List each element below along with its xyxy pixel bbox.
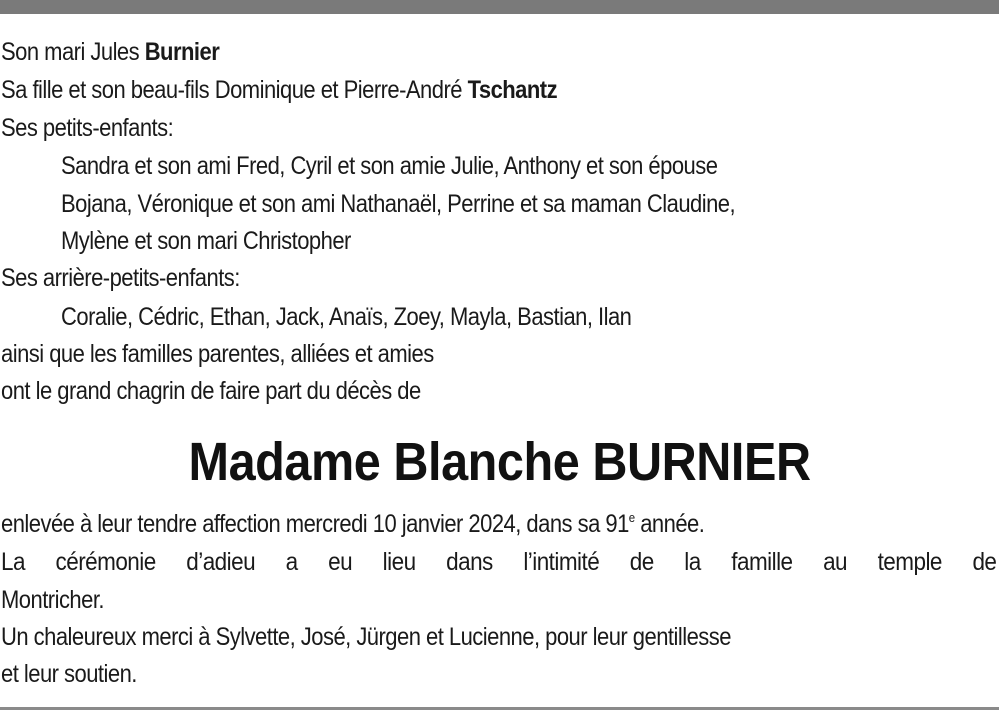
ordinal-superscript: e [628,510,635,525]
death-details-suffix: année. [634,510,705,538]
announcement-line: ont le grand chagrin de faire part du décès de [1,377,421,405]
husband-prefix: Son mari Jules [1,38,145,66]
husband-surname: Burnier [144,38,220,66]
grandchildren-line-3: Mylène et son mari Christopher [61,227,351,255]
death-details-line [1,506,704,543]
daughter-surname: Tschantz [467,76,558,104]
great-grandchildren-heading: Ses arrière-petits-enfants: [1,264,240,292]
thanks-line-1: Un chaleureux merci à Sylvette, José, Jürgen et Lucienne, pour leur gentillesse [1,623,731,651]
ceremony-line-1: La cérémonie d’adieu a eu lieu dans l’intimité de la famille au temple de [1,548,997,576]
grandchildren-line-1: Sandra et son ami Fred, Cyril et son amie Julie, Anthony et son épouse [61,152,718,180]
husband-line [1,34,219,71]
deceased-name-text: Madame Blanche BURNIER [188,432,811,492]
grandchildren-line-2: Bojana, Véronique et son ami Nathanaël, Perrine et sa maman Claudine, [61,190,736,218]
relatives-line: ainsi que les familles parentes, alliées et amies [1,340,434,368]
thanks-line-2: et leur soutien. [1,660,137,688]
bottom-border-rule [0,707,999,710]
death-details-prefix: enlevée à leur tendre affection mercredi 10 janvier 2024, dans sa 91 [1,510,629,538]
top-border-rule [0,0,999,14]
grandchildren-heading: Ses petits-enfants: [1,114,174,142]
daughter-prefix: Sa fille et son beau-fils Dominique et Pierre-André [1,76,468,104]
deceased-name [0,428,999,496]
daughter-line [1,72,557,109]
great-grandchildren-line: Coralie, Cédric, Ethan, Jack, Anaïs, Zoey, Mayla, Bastian, Ilan [61,303,632,331]
ceremony-line-2: Montricher. [1,586,105,614]
